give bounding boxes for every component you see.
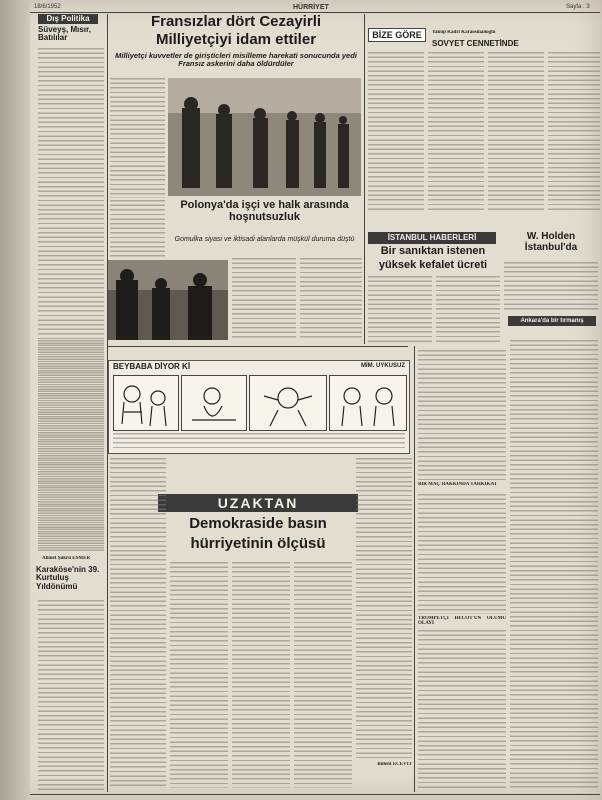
holden-body (504, 262, 598, 312)
bize-gore-body-2 (428, 52, 484, 212)
cartoon-panel-2 (181, 375, 247, 431)
uzaktan-col-2 (170, 562, 228, 788)
uzaktan-col-5 (356, 458, 412, 758)
dis-politika-label: Dış Politika (38, 14, 98, 24)
istanbul-title-1: Bir sanıktan istenen (380, 245, 486, 257)
karakose-title: Karaköse'nin 39. Kurtuluş Yıldönümü (36, 565, 100, 591)
right-col-1a (418, 350, 506, 480)
istanbul-title-2: yüksek kefalet ücreti (378, 259, 488, 271)
trompet-head: TROMPETÇİ HECOT'UN ÖLÜMÜ OLAYI (418, 616, 506, 627)
bir-mac-head: BİR MAÇ HAKKINDA TAHKİKAT (418, 482, 498, 487)
uzaktan-label: UZAKTAN (158, 494, 358, 512)
polonya-title: Polonya'da işçi ve halk arasında hoşnutsuzluk (180, 199, 349, 223)
issue-date: 18/6/1952 (34, 4, 61, 10)
cartoon-captions (113, 433, 405, 449)
cartoon-panel-3 (249, 375, 327, 431)
cartoon-strip (108, 360, 410, 454)
istanbul-body-2 (436, 276, 500, 342)
main-body-left (110, 78, 165, 198)
istanbul-body-1 (368, 276, 432, 342)
right-col-1b (418, 494, 506, 614)
dis-politika-title: Süveyş, Mısır, Batılılar (38, 25, 91, 43)
uzaktan-title-2: hürriyetinin ölçüsü (190, 535, 326, 552)
right-col-2 (510, 340, 598, 790)
uzaktan-author: Bülent ECEVİT (377, 762, 412, 767)
paper-name: HÜRRİYET (293, 4, 329, 11)
cartoon-panel-1 (113, 375, 179, 431)
karakose-body (38, 600, 104, 790)
bize-gore-body-3 (488, 52, 544, 212)
bottom-rule (30, 794, 600, 795)
main-title-1: Fransızlar dört Cezayirli (150, 13, 322, 30)
main-title-2: Milliyetçiyi idam ettiler (155, 31, 317, 48)
main-body-left-2 (110, 200, 165, 260)
right-col-1c (418, 630, 506, 790)
newspaper-page (8, 0, 602, 800)
dis-politika-continued (38, 340, 104, 550)
uzaktan-title-1: Demokraside basın (189, 515, 327, 532)
page-number: Sayfa : 3 (566, 4, 590, 10)
col-rule-2 (364, 14, 365, 344)
bize-gore-body-4 (548, 52, 600, 212)
parade-photo (168, 78, 361, 196)
holden-title: W. Holden İstanbul'da (524, 231, 578, 253)
cartoon-title-right: MİM. UYKUSUZ (361, 363, 405, 369)
bize-gore-label: BİZE GÖRE (368, 28, 426, 42)
cartoon-panel-4 (329, 375, 407, 431)
bize-gore-body-1 (368, 52, 424, 212)
holden-caption: Ankara'da bir tırmanış (508, 316, 596, 326)
uzaktan-col-1 (110, 458, 166, 788)
uzaktan-col-3 (232, 562, 290, 788)
page-fold-shadow (0, 0, 30, 800)
col-rule-3 (414, 346, 415, 792)
polonya-body-1 (232, 258, 296, 340)
main-subtitle: Milliyetçi kuvvetler de girişticleri misilleme harekati sonucunda yedi Fransız askerini daha öldürdüler (115, 51, 357, 68)
polonya-body-2 (300, 258, 362, 340)
bize-gore-title: SOVYET CENNETİNDE (432, 39, 519, 48)
cartoon-top-rule (108, 346, 408, 347)
istanbul-label: İSTANBUL HABERLERİ (368, 232, 496, 244)
polonya-subtitle: Gomulka siyasi ve iktisadi alanlarda müşkül duruma düştü (174, 236, 355, 243)
cartoon-title-left: BEYBABA DİYOR Kİ (113, 362, 191, 371)
ceremony-photo (108, 260, 228, 340)
uzaktan-col-4 (294, 562, 352, 788)
bize-gore-author: Yakup Kadri Karaosmanoğlu (432, 30, 496, 35)
dis-politika-author: Ahmet Şükrü ESMER (42, 556, 91, 561)
